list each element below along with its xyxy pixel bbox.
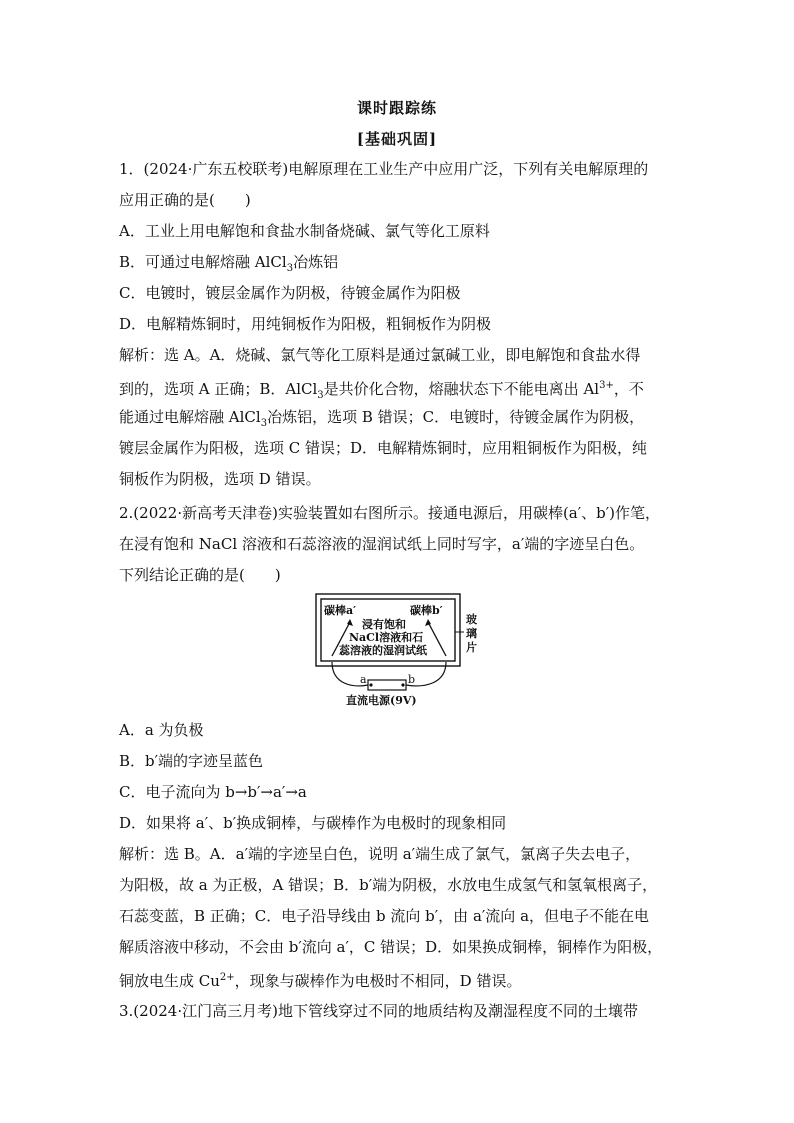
q1-answer-line-3-subscript: 3: [260, 418, 268, 429]
q2-answer-line-2: 为阳极，故 a 为正极，A 错误；B．b′端为阴极，水放电生成氢气和氢氧根离子，: [119, 876, 658, 894]
q1-answer-line-1: 解析：选 A。A．烧碱、氯气等化工原料是通过氯碱工业，即电解饱和食盐水得: [119, 346, 641, 364]
q2-answer-line-5-end: ，现象与碳棒作为电极时不相同，D 错误。: [234, 972, 522, 990]
terminal-b-label: b: [408, 673, 416, 686]
carbon-rod-a-label: 碳棒a′: [324, 604, 357, 617]
q2-answer-line-4: 解质溶液中移动，不会由 b′流向 a′，C 错误；D．如果换成铜棒，铜棒作为阳极，: [119, 938, 663, 956]
q2-option-a: A．a 为负极: [119, 721, 204, 739]
q1-stem-line-2: 应用正确的是( ): [119, 191, 251, 209]
q2-stem-line-1: 2.(2022·新高考天津卷)实验装置如右图所示。接通电源后，用碳棒(a′、b′)作笔，: [119, 504, 661, 522]
q1-option-d: D．电解精炼铜时，用纯铜板作为阳极，粗铜板作为阴极: [119, 315, 492, 333]
section-heading: [基础巩固]: [356, 130, 438, 148]
electrolysis-diagram: [312, 592, 482, 710]
glass-label-3: 片: [466, 641, 477, 654]
terminal-a-label: a: [360, 673, 367, 686]
q3-stem-line-1: 3.(2024·江门高三月考)地下管线穿过不同的地质结构及潮湿程度不同的土壤带: [119, 1002, 638, 1020]
q1-answer-line-2-mid: 是共价化合物，熔融状态下不能电离出 Al: [323, 380, 600, 398]
q1-option-a: A．工业上用电解饱和食盐水制备烧碱、氯气等化工原料: [119, 222, 490, 240]
q2-option-b: B．b′端的字迹呈蓝色: [119, 752, 264, 770]
test-paper-label-3: 蕊溶液的湿润试纸: [339, 644, 427, 657]
carbon-rod-b-label: 碳棒b′: [410, 604, 443, 617]
q1-answer-line-3-text: 能通过电解熔融 AlCl: [119, 408, 261, 426]
q1-option-c: C．电镀时，镀层金属作为阴极，待镀金属作为阳极: [119, 284, 461, 302]
glass-label-1: 玻: [466, 613, 477, 626]
power-source-label: 直流电源(9V): [346, 694, 417, 707]
q1-stem-line-1: 1．(2024·广东五校联考)电解原理在工业生产中应用广泛，下列有关电解原理的: [119, 160, 649, 178]
q1-option-b: [119, 252, 679, 279]
q2-answer-line-5-superscript: 2+: [219, 972, 235, 983]
test-paper-label-1: 浸有饱和: [362, 618, 406, 631]
q2-stem-line-2: 在浸有饱和 NaCl 溶液和石蕊溶液的湿润试纸上同时写字，a′端的字迹呈白色。: [119, 535, 645, 553]
q1-option-b-text: B．可通过电解熔融 AlCl: [119, 253, 287, 271]
q1-answer-line-2: [119, 376, 679, 406]
q2-answer-line-1: 解析：选 B。A．a′端的字迹呈白色，说明 a′端生成了氯气，氯离子失去电子，: [119, 845, 641, 863]
q2-option-c: C．电子流向为 b→b′→a′→a: [119, 783, 307, 801]
q2-answer-line-3: 石蕊变蓝，B 正确；C．电子沿导线由 b 流向 b′，由 a′流向 a，但电子不能在电: [119, 907, 650, 925]
q1-answer-line-2-text: 到的，选项 A 正确；B．AlCl: [119, 380, 318, 398]
q1-option-b-text-end: 冶炼铝: [293, 253, 339, 271]
q1-answer-line-5: 铜板作为阴极，选项 D 错误。: [119, 470, 321, 488]
q1-answer-line-2-end: ，不: [613, 380, 644, 398]
q2-answer-line-5-text: 铜放电生成 Cu: [119, 972, 220, 990]
page-title: 课时跟踪练: [356, 99, 437, 117]
q1-answer-line-2-subscript: 3: [317, 390, 324, 401]
glass-label-2: 璃: [466, 627, 477, 640]
q2-stem-line-3: 下列结论正确的是( ): [119, 566, 281, 584]
test-paper-label-2: NaCl溶液和石: [349, 631, 424, 644]
q1-option-b-subscript: 3: [286, 263, 294, 274]
q2-option-d: D．如果将 a′、b′换成铜棒，与碳棒作为电极时的现象相同: [119, 814, 507, 832]
q1-answer-line-4: 镀层金属作为阳极，选项 C 错误；D．电解精炼铜时，应用粗铜板作为阳极，纯: [119, 439, 648, 457]
q1-answer-line-2-superscript: 3+: [599, 380, 614, 391]
q1-answer-line-3: [119, 407, 679, 434]
q2-answer-line-5: [119, 968, 679, 991]
q1-answer-line-3-end: 冶炼铝，选项 B 错误；C．电镀时，待镀金属作为阴极，: [267, 408, 645, 426]
